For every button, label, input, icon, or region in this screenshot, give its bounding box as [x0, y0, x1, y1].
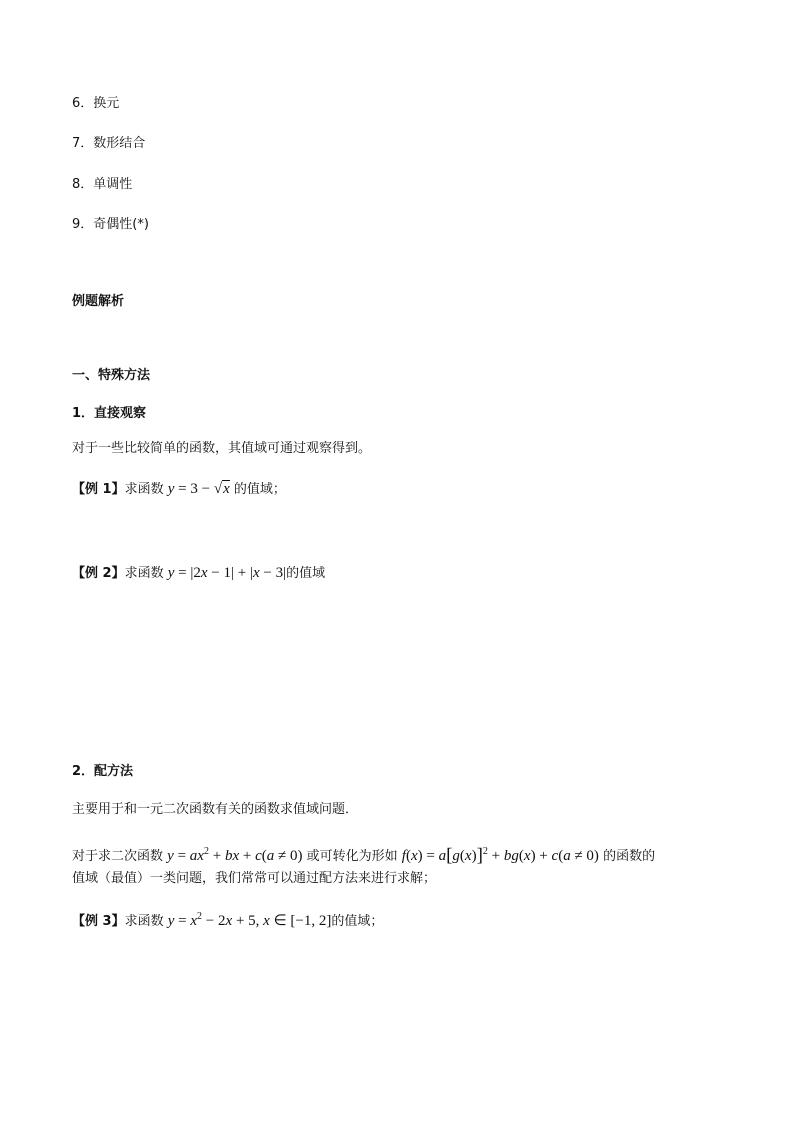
example-1 [72, 479, 286, 500]
example-suffix: 的值域 [286, 566, 326, 581]
example-3 [72, 907, 383, 932]
method-item-8 [72, 175, 132, 195]
method-number: 9． [72, 217, 94, 232]
method-item-6 [72, 94, 119, 114]
formula: $y = x^2 - 2x + 5$, x ∈ [−1, 2] [167, 911, 332, 929]
example-prompt: 求函数 [124, 566, 164, 581]
examples-heading: 例题解析 [72, 294, 125, 309]
paragraph-text: 对于求二次函数 [72, 849, 164, 864]
example-suffix: 的值域； [331, 914, 384, 929]
example-prompt: 求函数 [124, 914, 164, 929]
example-prompt: 求函数 [124, 482, 164, 497]
method-label: 单调性 [93, 177, 133, 192]
example-suffix: 的值域； [233, 482, 286, 497]
method-label: 换元 [93, 96, 120, 111]
formula: $f(x) = a[g(x)]^2 + bg(x) + c(a \ne 0)$ [401, 845, 599, 866]
method-paragraph-line-1 [72, 842, 655, 867]
method-number: 7． [72, 136, 94, 151]
subsection-title: 1．直接观察 [72, 406, 147, 421]
subsection-description: 对于一些比较简单的函数，其值域可通过观察得到。 [72, 441, 372, 456]
section-title: 一、特殊方法 [72, 368, 151, 383]
method-label: 奇偶性(*) [93, 217, 149, 232]
example-label: 【例 1】 [72, 482, 125, 497]
method-number: 8． [72, 177, 94, 192]
example-label: 【例 2】 [72, 566, 125, 581]
formula: y = |2x − 1| + |x − 3| [167, 565, 287, 581]
example-2 [72, 563, 325, 584]
paragraph-text: 或可转化为形如 [306, 849, 398, 864]
subsection-title: 2．配方法 [72, 764, 134, 779]
formula: y = 3 − √x [167, 481, 230, 497]
method-item-9 [72, 215, 149, 235]
method-number: 6． [72, 96, 94, 111]
formula: $y = ax^2$ + bx + c(a ≠ 0) [167, 846, 303, 864]
method-label: 数形结合 [93, 136, 146, 151]
example-label: 【例 3】 [72, 914, 125, 929]
method-paragraph-line-2: 值域（最值）一类问题，我们常常可以通过配方法来进行求解； [72, 871, 437, 886]
subsection-description: 主要用于和一元二次函数有关的函数求值域问题． [72, 802, 359, 817]
method-item-7 [72, 134, 145, 154]
paragraph-text: 的函数的 [603, 849, 656, 864]
